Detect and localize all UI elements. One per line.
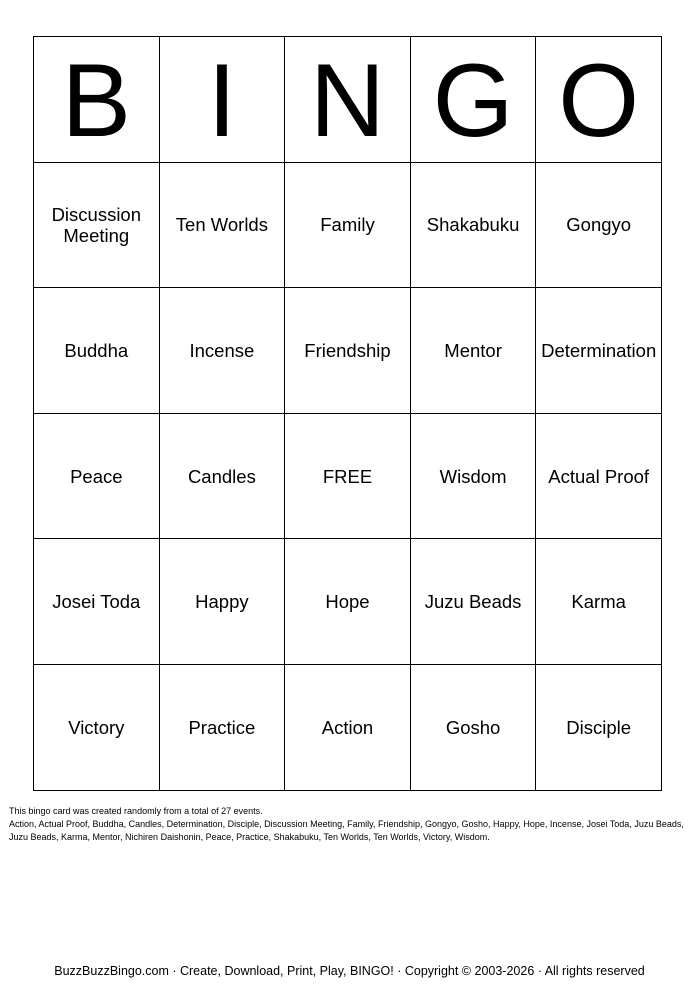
header-row [34,37,662,163]
bingo-cell: Action [285,664,411,790]
bingo-cell: Incense [159,288,285,414]
bingo-cell: Disciple [536,664,662,790]
header-letter-o: O [536,37,662,163]
bingo-cell: Josei Toda [34,539,160,665]
bingo-row [34,413,662,539]
header-letter-b: B [34,37,160,163]
bingo-cell: Peace [34,413,160,539]
bingo-cell: Gongyo [536,162,662,288]
bingo-cell: Actual Proof [536,413,662,539]
header-letter-i: I [159,37,285,163]
card-info [9,805,689,845]
bingo-cell: Family [285,162,411,288]
bingo-cell: Discussion Meeting [34,162,160,288]
bingo-cell: Hope [285,539,411,665]
card-info-summary: This bingo card was created randomly from a total of 27 events. [9,806,263,816]
bingo-cell: Happy [159,539,285,665]
bingo-cell: Ten Worlds [159,162,285,288]
bingo-cell: Shakabuku [410,162,536,288]
card-info-event-list: Action, Actual Proof, Buddha, Candles, Determination, Disciple, Discussion Meeting, Family, Friendship, Gongyo, Gosho, Happy, Hope, Incense, Josei Toda, Juzu Beads, Juzu Beads, Karma, Mentor, Nichiren Daishonin, Peace, Practice, Shakabuku, Ten Worlds, Ten Worlds, Victory, Wisdom. [9,819,684,843]
bingo-cell: Friendship [285,288,411,414]
bingo-cell: Juzu Beads [410,539,536,665]
bingo-row [34,539,662,665]
bingo-row [34,664,662,790]
free-space-cell: FREE [285,413,411,539]
bingo-card [33,36,662,791]
bingo-row [34,162,662,288]
bingo-cell: Mentor [410,288,536,414]
bingo-cell: Buddha [34,288,160,414]
bingo-row [34,288,662,414]
bingo-cell: Practice [159,664,285,790]
bingo-cell: Determination [536,288,662,414]
bingo-cell: Gosho [410,664,536,790]
bingo-cell: Victory [34,664,160,790]
bingo-cell: Wisdom [410,413,536,539]
header-letter-n: N [285,37,411,163]
bingo-cell: Karma [536,539,662,665]
header-letter-g: G [410,37,536,163]
bingo-cell: Candles [159,413,285,539]
footer-copyright: BuzzBuzzBingo.com · Create, Download, Print, Play, BINGO! · Copyright © 2003-2026 · All rights reserved [54,964,645,978]
